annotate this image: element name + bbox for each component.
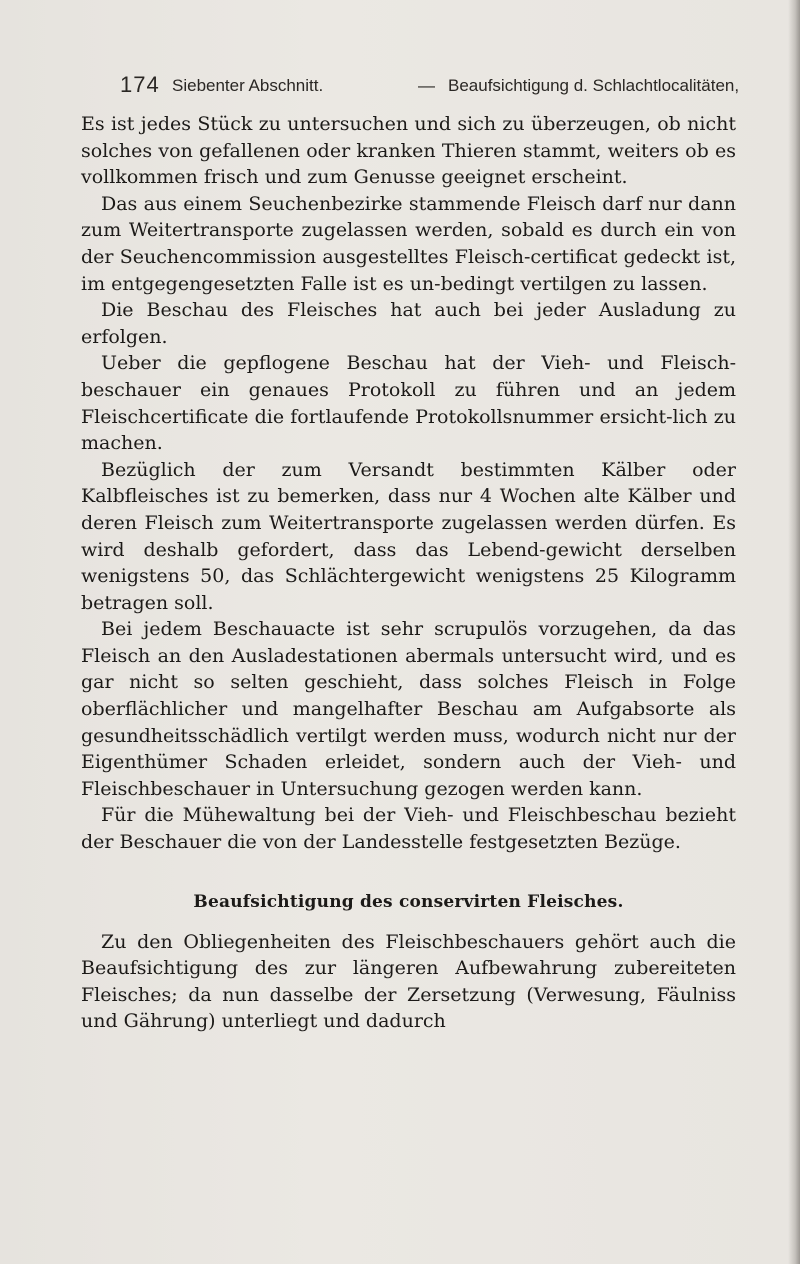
header-section: Siebenter Abschnitt. <box>172 76 324 95</box>
running-header <box>120 70 740 102</box>
section-subheading: Beaufsichtigung des conservirten Fleisches. <box>193 891 624 912</box>
page-number: 174 <box>120 72 160 97</box>
header-title: Beaufsichtigung d. Schlachtlocalitäten, <box>448 76 740 95</box>
paragraph: Es ist jedes Stück zu untersuchen und sich zu überzeugen, ob nicht solches von gefallenen oder kranken Thieren stammt, weiters ob es vollkommen frisch und zum Genusse geeignet erscheint. <box>81 113 736 189</box>
body-text <box>81 111 736 1035</box>
paragraph: Bei jedem Beschauacte ist sehr scrupulös vorzugehen, da das Fleisch an den Ausladestationen abermals untersucht wird, und es gar nicht so selten geschieht, dass solches Fleisch in Folge oberflächlicher und mangelhafter Beschau am Aufgabsorte als gesundheitsschädlich vertilgt werden muss, wodurch nicht nur der Eigenthümer Schaden erleidet, sondern auch der Vieh- und Fleischbeschauer in Untersuchung gezogen werden kann. <box>81 618 736 800</box>
paragraph: Die Beschau des Fleisches hat auch bei jeder Ausladung zu erfolgen. <box>81 299 736 348</box>
paragraph: Bezüglich der zum Versandt bestimmten Kälber oder Kalbfleisches ist zu bemerken, dass nur 4 Wochen alte Kälber und deren Fleisch zum Weitertransporte zugelassen werden dürfen. Es wird deshalb gefordert, dass das Lebend-gewicht derselben wenigstens 50, das Schlächtergewicht wenigstens 25 Kilogramm betragen soll. <box>81 458 736 614</box>
paragraph: Für die Mühewaltung bei der Vieh- und Fleischbeschau bezieht der Beschauer die von der Landesstelle festgesetzten Bezüge. <box>81 804 736 854</box>
paragraph: Das aus einem Seuchenbezirke stammende Fleisch darf nur dann zum Weitertransporte zugelassen werden, sobald es durch ein von der Seuchencommission ausgestelltes Fleisch-certificat gedeckt ist, im entgegengesetzten Falle ist es un-bedingt vertilgen zu lassen. <box>81 192 736 295</box>
paragraph: Zu den Obliegenheiten des Fleischbeschauers gehört auch die Beaufsichtigung des zur längeren Aufbewahrung zubereiteten Fleisches; da nun dasselbe der Zersetzung (Verwesung, Fäulniss und Gährung) unterliegt und dadurch <box>81 930 736 1033</box>
header-dash: — <box>418 76 435 95</box>
page-edge-shadow <box>788 0 800 1264</box>
paragraph: Ueber die gepflogene Beschau hat der Vieh- und Fleisch-beschauer ein genaues Protokoll zu führen und an jedem Fleischcertificate die fortlaufende Protokollsnummer ersicht-lich zu machen. <box>81 352 736 455</box>
